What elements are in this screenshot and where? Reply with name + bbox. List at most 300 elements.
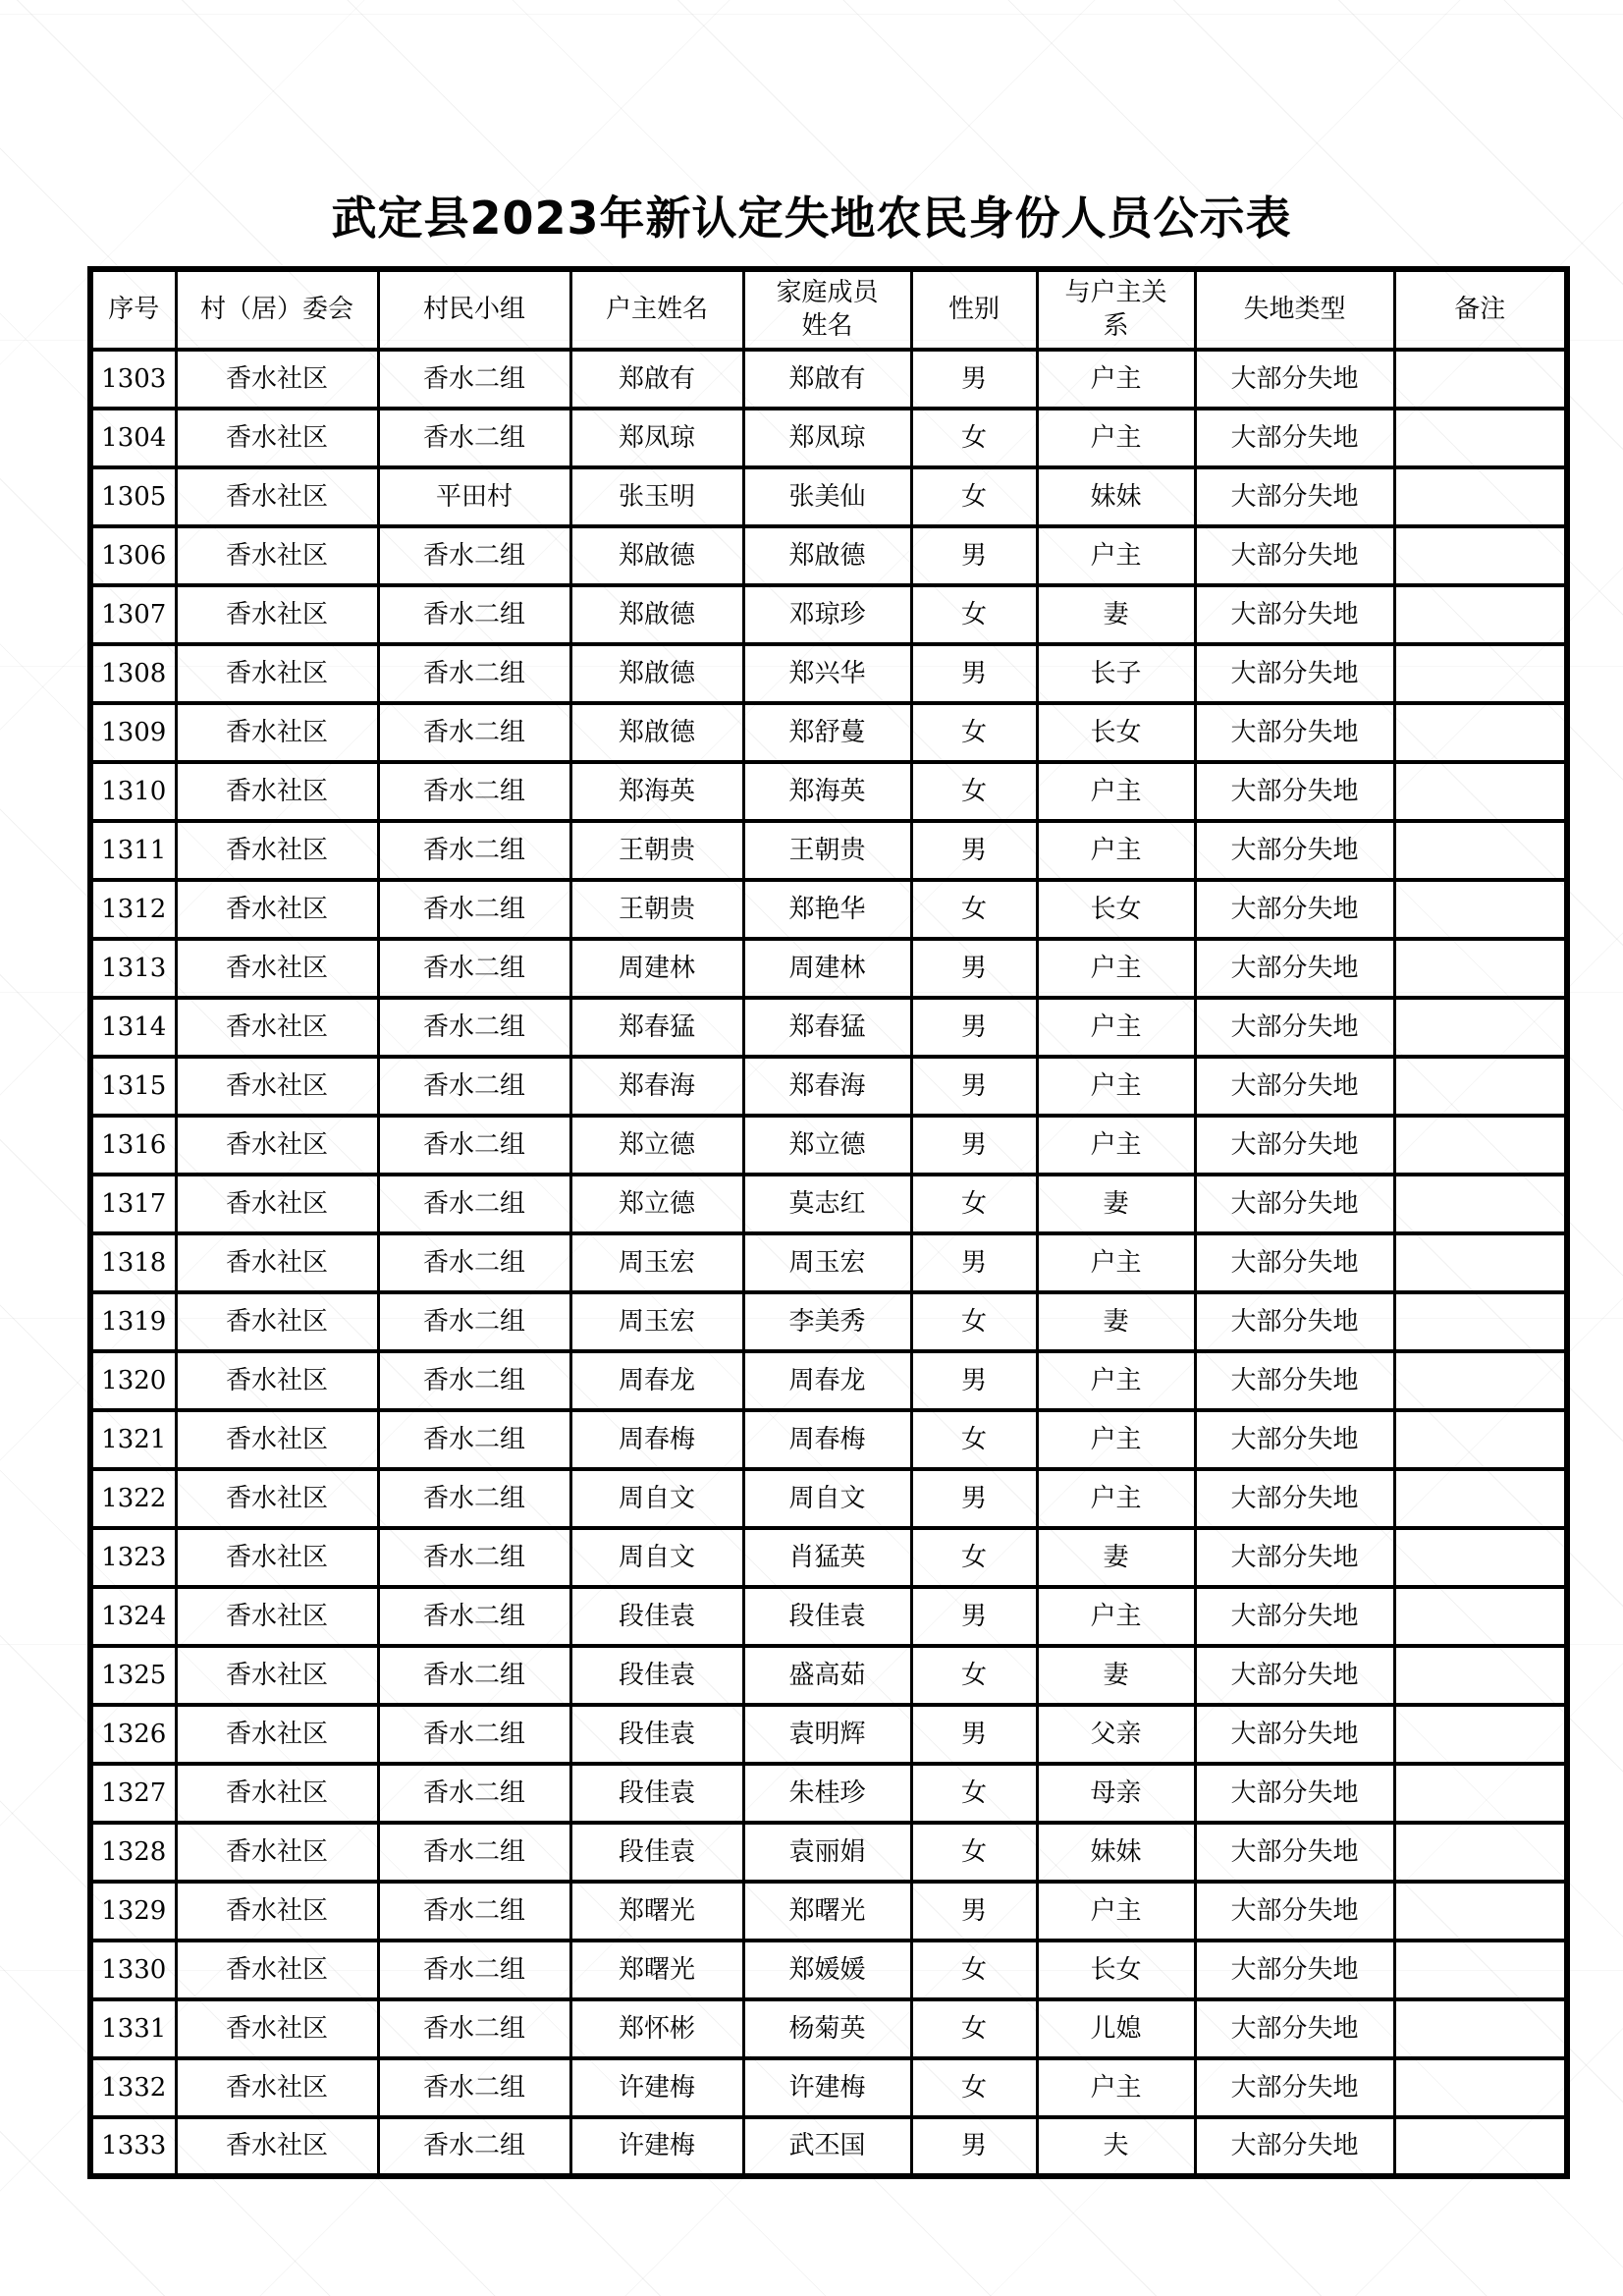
cell-gender: 男 — [911, 1705, 1037, 1764]
cell-relation: 夫 — [1037, 2117, 1195, 2176]
cell-committee: 香水社区 — [176, 1941, 378, 1999]
cell-committee: 香水社区 — [176, 1233, 378, 1292]
cell-householder: 周春梅 — [570, 1410, 743, 1469]
cell-land-type: 大部分失地 — [1195, 350, 1394, 409]
cell-land-type: 大部分失地 — [1195, 1528, 1394, 1587]
cell-member: 郑曙光 — [743, 1882, 911, 1941]
cell-group: 香水二组 — [378, 526, 570, 585]
cell-group: 平田村 — [378, 467, 570, 526]
cell-serial: 1315 — [90, 1057, 176, 1116]
cell-gender: 女 — [911, 1941, 1037, 1999]
cell-remark — [1394, 1705, 1567, 1764]
cell-committee: 香水社区 — [176, 1175, 378, 1233]
col-header-relation — [1037, 269, 1195, 350]
cell-land-type: 大部分失地 — [1195, 467, 1394, 526]
cell-householder: 周玉宏 — [570, 1233, 743, 1292]
cell-relation: 长女 — [1037, 1941, 1195, 1999]
cell-land-type: 大部分失地 — [1195, 762, 1394, 821]
cell-group: 香水二组 — [378, 1646, 570, 1705]
cell-relation: 妻 — [1037, 1528, 1195, 1587]
cell-committee: 香水社区 — [176, 585, 378, 644]
cell-gender: 女 — [911, 2058, 1037, 2117]
cell-serial: 1304 — [90, 409, 176, 467]
cell-remark — [1394, 1469, 1567, 1528]
cell-remark — [1394, 2117, 1567, 2176]
cell-group: 香水二组 — [378, 1587, 570, 1646]
cell-land-type: 大部分失地 — [1195, 880, 1394, 939]
cell-gender: 女 — [911, 762, 1037, 821]
cell-relation: 户主 — [1037, 762, 1195, 821]
cell-group: 香水二组 — [378, 1292, 570, 1351]
cell-gender: 女 — [911, 1764, 1037, 1823]
cell-member: 郑立德 — [743, 1116, 911, 1175]
cell-group: 香水二组 — [378, 1410, 570, 1469]
cell-relation: 长女 — [1037, 703, 1195, 762]
cell-serial: 1306 — [90, 526, 176, 585]
cell-remark — [1394, 1587, 1567, 1646]
cell-gender: 男 — [911, 1057, 1037, 1116]
table-row — [90, 1823, 1567, 1882]
cell-land-type: 大部分失地 — [1195, 1469, 1394, 1528]
cell-serial: 1305 — [90, 467, 176, 526]
cell-land-type: 大部分失地 — [1195, 1351, 1394, 1410]
cell-relation: 户主 — [1037, 526, 1195, 585]
col-header-serial-label: 序号 — [108, 294, 160, 324]
cell-group: 香水二组 — [378, 1175, 570, 1233]
cell-member: 郑凤琼 — [743, 409, 911, 467]
cell-group: 香水二组 — [378, 644, 570, 703]
cell-group: 香水二组 — [378, 1469, 570, 1528]
cell-member: 周春梅 — [743, 1410, 911, 1469]
cell-member: 王朝贵 — [743, 821, 911, 880]
cell-relation: 母亲 — [1037, 1764, 1195, 1823]
cell-land-type: 大部分失地 — [1195, 1882, 1394, 1941]
cell-member: 张美仙 — [743, 467, 911, 526]
cell-householder: 张玉明 — [570, 467, 743, 526]
cell-group: 香水二组 — [378, 880, 570, 939]
cell-group: 香水二组 — [378, 1823, 570, 1882]
cell-committee: 香水社区 — [176, 1410, 378, 1469]
cell-gender: 女 — [911, 409, 1037, 467]
cell-group: 香水二组 — [378, 1233, 570, 1292]
cell-serial: 1332 — [90, 2058, 176, 2117]
cell-relation: 户主 — [1037, 1116, 1195, 1175]
cell-serial: 1311 — [90, 821, 176, 880]
cell-relation: 户主 — [1037, 409, 1195, 467]
cell-member: 杨菊英 — [743, 1999, 911, 2058]
cell-serial: 1333 — [90, 2117, 176, 2176]
table-row — [90, 409, 1567, 467]
cell-committee: 香水社区 — [176, 1351, 378, 1410]
cell-householder: 周自文 — [570, 1528, 743, 1587]
cell-gender: 女 — [911, 1292, 1037, 1351]
cell-relation: 户主 — [1037, 1469, 1195, 1528]
cell-gender: 男 — [911, 1233, 1037, 1292]
cell-relation: 父亲 — [1037, 1705, 1195, 1764]
table-row — [90, 1705, 1567, 1764]
cell-remark — [1394, 1175, 1567, 1233]
cell-group: 香水二组 — [378, 1705, 570, 1764]
cell-committee: 香水社区 — [176, 1292, 378, 1351]
cell-land-type: 大部分失地 — [1195, 2117, 1394, 2176]
cell-gender: 女 — [911, 1528, 1037, 1587]
cell-group: 香水二组 — [378, 998, 570, 1057]
cell-serial: 1328 — [90, 1823, 176, 1882]
cell-member: 肖猛英 — [743, 1528, 911, 1587]
cell-relation: 妻 — [1037, 1175, 1195, 1233]
cell-householder: 郑海英 — [570, 762, 743, 821]
cell-serial: 1322 — [90, 1469, 176, 1528]
cell-remark — [1394, 939, 1567, 998]
cell-householder: 王朝贵 — [570, 821, 743, 880]
header-row — [90, 269, 1567, 350]
col-header-serial — [90, 269, 176, 350]
cell-land-type: 大部分失地 — [1195, 703, 1394, 762]
cell-committee: 香水社区 — [176, 1469, 378, 1528]
table-row — [90, 1057, 1567, 1116]
cell-householder: 段佳袁 — [570, 1705, 743, 1764]
cell-remark — [1394, 350, 1567, 409]
cell-committee: 香水社区 — [176, 467, 378, 526]
cell-relation: 户主 — [1037, 1882, 1195, 1941]
cell-group: 香水二组 — [378, 1999, 570, 2058]
table-row — [90, 1292, 1567, 1351]
cell-relation: 妹妹 — [1037, 1823, 1195, 1882]
table-row — [90, 1528, 1567, 1587]
cell-householder: 郑春猛 — [570, 998, 743, 1057]
cell-gender: 女 — [911, 1646, 1037, 1705]
col-header-group-label: 村民小组 — [422, 294, 525, 324]
table-row — [90, 1764, 1567, 1823]
cell-land-type: 大部分失地 — [1195, 998, 1394, 1057]
cell-group: 香水二组 — [378, 703, 570, 762]
cell-committee: 香水社区 — [176, 1823, 378, 1882]
cell-member: 郑艳华 — [743, 880, 911, 939]
cell-land-type: 大部分失地 — [1195, 821, 1394, 880]
cell-gender: 女 — [911, 585, 1037, 644]
cell-remark — [1394, 1292, 1567, 1351]
table-row — [90, 2117, 1567, 2176]
cell-land-type: 大部分失地 — [1195, 1410, 1394, 1469]
cell-householder: 郑曙光 — [570, 1941, 743, 1999]
cell-land-type: 大部分失地 — [1195, 1233, 1394, 1292]
table-row — [90, 467, 1567, 526]
cell-land-type: 大部分失地 — [1195, 644, 1394, 703]
table-row — [90, 1410, 1567, 1469]
cell-remark — [1394, 880, 1567, 939]
cell-group: 香水二组 — [378, 1057, 570, 1116]
cell-serial: 1319 — [90, 1292, 176, 1351]
cell-householder: 郑啟德 — [570, 703, 743, 762]
cell-land-type: 大部分失地 — [1195, 2058, 1394, 2117]
cell-remark — [1394, 703, 1567, 762]
cell-committee: 香水社区 — [176, 1646, 378, 1705]
cell-committee: 香水社区 — [176, 1528, 378, 1587]
cell-remark — [1394, 1410, 1567, 1469]
cell-member: 武丕国 — [743, 2117, 911, 2176]
cell-committee: 香水社区 — [176, 762, 378, 821]
cell-group: 香水二组 — [378, 1528, 570, 1587]
cell-member: 莫志红 — [743, 1175, 911, 1233]
cell-gender: 女 — [911, 467, 1037, 526]
table-row — [90, 703, 1567, 762]
cell-serial: 1314 — [90, 998, 176, 1057]
cell-serial: 1317 — [90, 1175, 176, 1233]
cell-committee: 香水社区 — [176, 1057, 378, 1116]
cell-member: 周自文 — [743, 1469, 911, 1528]
cell-householder: 郑啟德 — [570, 585, 743, 644]
cell-householder: 郑凤琼 — [570, 409, 743, 467]
cell-householder: 郑怀彬 — [570, 1999, 743, 2058]
cell-relation: 户主 — [1037, 1351, 1195, 1410]
cell-committee: 香水社区 — [176, 1999, 378, 2058]
cell-householder: 郑啟德 — [570, 526, 743, 585]
cell-serial: 1308 — [90, 644, 176, 703]
cell-gender: 女 — [911, 1410, 1037, 1469]
cell-gender: 女 — [911, 1175, 1037, 1233]
col-header-remark-label: 备注 — [1454, 294, 1506, 324]
cell-serial: 1318 — [90, 1233, 176, 1292]
cell-remark — [1394, 1116, 1567, 1175]
cell-serial: 1327 — [90, 1764, 176, 1823]
cell-remark — [1394, 585, 1567, 644]
cell-member: 郑啟德 — [743, 526, 911, 585]
cell-serial: 1321 — [90, 1410, 176, 1469]
cell-gender: 男 — [911, 1469, 1037, 1528]
cell-land-type: 大部分失地 — [1195, 1116, 1394, 1175]
table-row — [90, 1646, 1567, 1705]
cell-householder: 周自文 — [570, 1469, 743, 1528]
cell-member: 朱桂珍 — [743, 1764, 911, 1823]
cell-group: 香水二组 — [378, 409, 570, 467]
cell-serial: 1316 — [90, 1116, 176, 1175]
cell-serial: 1312 — [90, 880, 176, 939]
cell-relation: 户主 — [1037, 1410, 1195, 1469]
cell-group: 香水二组 — [378, 1941, 570, 1999]
cell-group: 香水二组 — [378, 939, 570, 998]
cell-land-type: 大部分失地 — [1195, 939, 1394, 998]
table-row — [90, 1116, 1567, 1175]
cell-committee: 香水社区 — [176, 1116, 378, 1175]
col-header-gender — [911, 269, 1037, 350]
col-header-member-label: 家庭成员姓名 — [776, 277, 879, 341]
table-row — [90, 1882, 1567, 1941]
cell-relation: 户主 — [1037, 1233, 1195, 1292]
cell-committee: 香水社区 — [176, 644, 378, 703]
cell-relation: 妻 — [1037, 585, 1195, 644]
cell-group: 香水二组 — [378, 1882, 570, 1941]
col-header-land-type-label: 失地类型 — [1243, 294, 1346, 324]
table-body — [90, 350, 1567, 2176]
cell-relation: 儿媳 — [1037, 1999, 1195, 2058]
cell-gender: 男 — [911, 644, 1037, 703]
announcement-table — [87, 266, 1570, 2179]
cell-remark — [1394, 1351, 1567, 1410]
cell-gender: 女 — [911, 703, 1037, 762]
cell-serial: 1313 — [90, 939, 176, 998]
cell-land-type: 大部分失地 — [1195, 1999, 1394, 2058]
cell-householder: 段佳袁 — [570, 1764, 743, 1823]
cell-gender: 女 — [911, 1823, 1037, 1882]
cell-serial: 1331 — [90, 1999, 176, 2058]
table-row — [90, 644, 1567, 703]
cell-serial: 1310 — [90, 762, 176, 821]
cell-land-type: 大部分失地 — [1195, 585, 1394, 644]
cell-member: 郑媛媛 — [743, 1941, 911, 1999]
cell-serial: 1324 — [90, 1587, 176, 1646]
col-header-householder-label: 户主姓名 — [605, 294, 708, 324]
cell-remark — [1394, 1999, 1567, 2058]
cell-relation: 户主 — [1037, 821, 1195, 880]
cell-serial: 1303 — [90, 350, 176, 409]
cell-relation: 户主 — [1037, 350, 1195, 409]
cell-land-type: 大部分失地 — [1195, 1764, 1394, 1823]
cell-group: 香水二组 — [378, 2117, 570, 2176]
cell-committee: 香水社区 — [176, 880, 378, 939]
cell-remark — [1394, 1528, 1567, 1587]
cell-householder: 郑立德 — [570, 1175, 743, 1233]
cell-committee: 香水社区 — [176, 1587, 378, 1646]
cell-serial: 1329 — [90, 1882, 176, 1941]
cell-group: 香水二组 — [378, 585, 570, 644]
cell-gender: 女 — [911, 1999, 1037, 2058]
cell-householder: 段佳袁 — [570, 1587, 743, 1646]
cell-member: 周玉宏 — [743, 1233, 911, 1292]
cell-group: 香水二组 — [378, 2058, 570, 2117]
col-header-householder — [570, 269, 743, 350]
cell-member: 周建林 — [743, 939, 911, 998]
cell-committee: 香水社区 — [176, 1764, 378, 1823]
cell-remark — [1394, 2058, 1567, 2117]
table-row — [90, 1999, 1567, 2058]
cell-land-type: 大部分失地 — [1195, 1057, 1394, 1116]
cell-committee: 香水社区 — [176, 939, 378, 998]
cell-remark — [1394, 1941, 1567, 1999]
cell-serial: 1320 — [90, 1351, 176, 1410]
table-row — [90, 2058, 1567, 2117]
cell-relation: 妹妹 — [1037, 467, 1195, 526]
cell-committee: 香水社区 — [176, 1705, 378, 1764]
cell-serial: 1330 — [90, 1941, 176, 1999]
col-header-gender-label: 性别 — [947, 294, 1000, 324]
cell-land-type: 大部分失地 — [1195, 1705, 1394, 1764]
page-title: 武定县2023年新认定失地农民身份人员公示表 — [331, 191, 1292, 245]
cell-householder: 周玉宏 — [570, 1292, 743, 1351]
cell-remark — [1394, 762, 1567, 821]
cell-remark — [1394, 1764, 1567, 1823]
table-row — [90, 350, 1567, 409]
cell-relation: 长女 — [1037, 880, 1195, 939]
cell-land-type: 大部分失地 — [1195, 1175, 1394, 1233]
cell-householder: 郑啟有 — [570, 350, 743, 409]
col-header-group — [378, 269, 570, 350]
cell-member: 袁明辉 — [743, 1705, 911, 1764]
cell-member: 段佳袁 — [743, 1587, 911, 1646]
cell-serial: 1326 — [90, 1705, 176, 1764]
cell-member: 郑海英 — [743, 762, 911, 821]
table-row — [90, 821, 1567, 880]
cell-serial: 1309 — [90, 703, 176, 762]
cell-relation: 户主 — [1037, 939, 1195, 998]
cell-member: 袁丽娟 — [743, 1823, 911, 1882]
cell-householder: 段佳袁 — [570, 1823, 743, 1882]
cell-remark — [1394, 1882, 1567, 1941]
cell-gender: 男 — [911, 2117, 1037, 2176]
cell-member: 周春龙 — [743, 1351, 911, 1410]
col-header-relation-label: 与户主关系 — [1064, 277, 1167, 341]
cell-gender: 男 — [911, 1587, 1037, 1646]
cell-member: 郑啟有 — [743, 350, 911, 409]
cell-relation: 妻 — [1037, 1292, 1195, 1351]
cell-member: 郑舒蔓 — [743, 703, 911, 762]
table-row — [90, 1587, 1567, 1646]
cell-householder: 周春龙 — [570, 1351, 743, 1410]
cell-member: 郑兴华 — [743, 644, 911, 703]
cell-group: 香水二组 — [378, 1764, 570, 1823]
cell-gender: 男 — [911, 350, 1037, 409]
table-row — [90, 526, 1567, 585]
table-row — [90, 1941, 1567, 1999]
cell-relation: 户主 — [1037, 1057, 1195, 1116]
cell-committee: 香水社区 — [176, 350, 378, 409]
cell-householder: 郑曙光 — [570, 1882, 743, 1941]
cell-remark — [1394, 1057, 1567, 1116]
cell-remark — [1394, 409, 1567, 467]
cell-member: 郑春海 — [743, 1057, 911, 1116]
table-row — [90, 998, 1567, 1057]
cell-gender: 男 — [911, 1116, 1037, 1175]
cell-householder: 郑啟德 — [570, 644, 743, 703]
table-row — [90, 762, 1567, 821]
cell-committee: 香水社区 — [176, 526, 378, 585]
col-header-committee — [176, 269, 378, 350]
cell-remark — [1394, 467, 1567, 526]
cell-member: 邓琼珍 — [743, 585, 911, 644]
cell-relation: 户主 — [1037, 2058, 1195, 2117]
cell-land-type: 大部分失地 — [1195, 409, 1394, 467]
table-header — [90, 269, 1567, 350]
table-row — [90, 1233, 1567, 1292]
col-header-land-type — [1195, 269, 1394, 350]
cell-gender: 男 — [911, 1351, 1037, 1410]
cell-group: 香水二组 — [378, 350, 570, 409]
cell-gender: 男 — [911, 821, 1037, 880]
cell-group: 香水二组 — [378, 821, 570, 880]
table-row — [90, 1175, 1567, 1233]
table-row — [90, 880, 1567, 939]
col-header-member — [743, 269, 911, 350]
cell-remark — [1394, 821, 1567, 880]
cell-householder: 周建林 — [570, 939, 743, 998]
cell-land-type: 大部分失地 — [1195, 1587, 1394, 1646]
cell-householder: 许建梅 — [570, 2058, 743, 2117]
cell-committee: 香水社区 — [176, 2058, 378, 2117]
cell-committee: 香水社区 — [176, 409, 378, 467]
cell-serial: 1325 — [90, 1646, 176, 1705]
cell-serial: 1307 — [90, 585, 176, 644]
cell-householder: 郑立德 — [570, 1116, 743, 1175]
table-row — [90, 1351, 1567, 1410]
table-row — [90, 1469, 1567, 1528]
cell-serial: 1323 — [90, 1528, 176, 1587]
cell-householder: 郑春海 — [570, 1057, 743, 1116]
cell-land-type: 大部分失地 — [1195, 526, 1394, 585]
cell-gender: 女 — [911, 880, 1037, 939]
table-row — [90, 585, 1567, 644]
cell-householder: 段佳袁 — [570, 1646, 743, 1705]
cell-group: 香水二组 — [378, 762, 570, 821]
cell-remark — [1394, 1233, 1567, 1292]
